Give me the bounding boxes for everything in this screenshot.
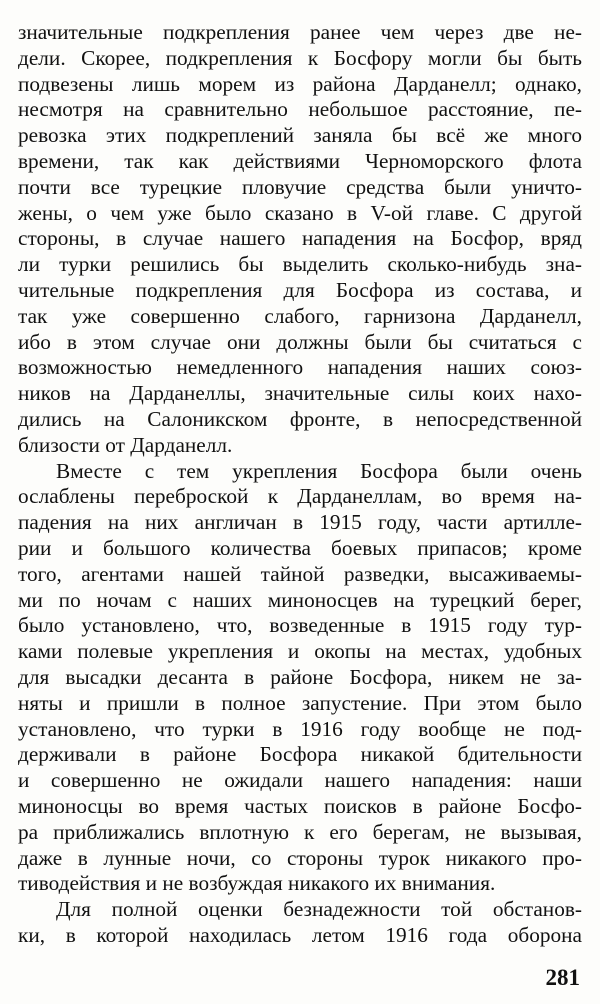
text-line: жены, о чем уже было сказано в V-ой главе. С другой (18, 200, 582, 225)
text-line: и совершенно не ожидали нашего нападения: наши (18, 768, 582, 793)
text-line: ми по ночам с наших миноносцев на турецкий берег, (18, 587, 582, 612)
text-line: почти все турецкие пловучие средства были уничто- (18, 174, 582, 199)
text-line: дились на Салоникском фронте, в непосредственной (18, 406, 582, 431)
text-line: рии и большого количества боевых припасов; кроме (18, 535, 582, 560)
text-line: держивали в районе Босфора никакой бдительности (18, 742, 582, 767)
body-text (18, 20, 582, 949)
text-line: несмотря на сравнительно небольшое расстояние, пе- (18, 97, 582, 122)
text-line: ников на Дарданеллы, значительные силы коих нахо- (18, 381, 582, 406)
text-line: ра приближались вплотную к его берегам, не вызывая, (18, 819, 582, 844)
text-line: ибо в этом случае они должны были бы считаться с (18, 329, 582, 354)
paragraph (18, 20, 582, 459)
text-line: было установлено, что, возведенные в 1915 году тур- (18, 613, 582, 638)
text-line: ки, в которой находилась летом 1916 года оборона (18, 922, 582, 947)
paragraph (18, 897, 582, 949)
text-line: времени, так как действиями Черноморского флота (18, 148, 582, 173)
text-line: ослаблены переброской к Дарданеллам, во время на- (18, 484, 582, 509)
text-line: миноносцы во время частых поисков в районе Босфо- (18, 793, 582, 818)
text-line: ли турки решились бы выделить сколько-нибудь зна- (18, 252, 582, 277)
text-line: стороны, в случае нашего нападения на Босфор, вряд (18, 226, 582, 251)
text-line: подвезены лишь морем из района Дарданелл; однако, (18, 71, 582, 96)
text-line: падения на них англичан в 1915 году, части артилле- (18, 510, 582, 535)
text-line: близости от Дарданелл. (18, 432, 233, 457)
text-line: дели. Скорее, подкрепления к Босфору могли бы быть (18, 45, 582, 70)
paragraph (18, 459, 582, 898)
text-line: Для полной оценки безнадежности той обстанов- (56, 897, 582, 922)
text-line: чительные подкрепления для Босфора из состава, и (18, 277, 582, 302)
text-line: так уже совершенно слабого, гарнизона Дарданелл, (18, 303, 582, 328)
text-line: возможностью немедленного нападения наших союз- (18, 355, 582, 380)
text-line: установлено, что турки в 1916 году вообще не под- (18, 716, 582, 741)
page-number: 281 (545, 965, 580, 990)
text-line: для высадки десанта в районе Босфора, никем не за- (18, 664, 582, 689)
text-line: ревозка этих подкреплений заняла бы всё же много (18, 123, 582, 148)
text-line: тиводействия и не возбуждая никакого их внимания. (18, 871, 496, 896)
text-line: того, агентами нашей тайной разведки, высаживаемы- (18, 561, 582, 586)
text-line: значительные подкрепления ранее чем через две не- (18, 20, 582, 44)
text-line: Вместе с тем укрепления Босфора были очень (56, 458, 582, 483)
text-line: ками полевые укрепления и окопы на местах, удобных (18, 639, 582, 664)
text-line: няты и пришли в полное запустение. При этом было (18, 690, 582, 715)
text-line: даже в лунные ночи, со стороны турок никакого про- (18, 845, 582, 870)
